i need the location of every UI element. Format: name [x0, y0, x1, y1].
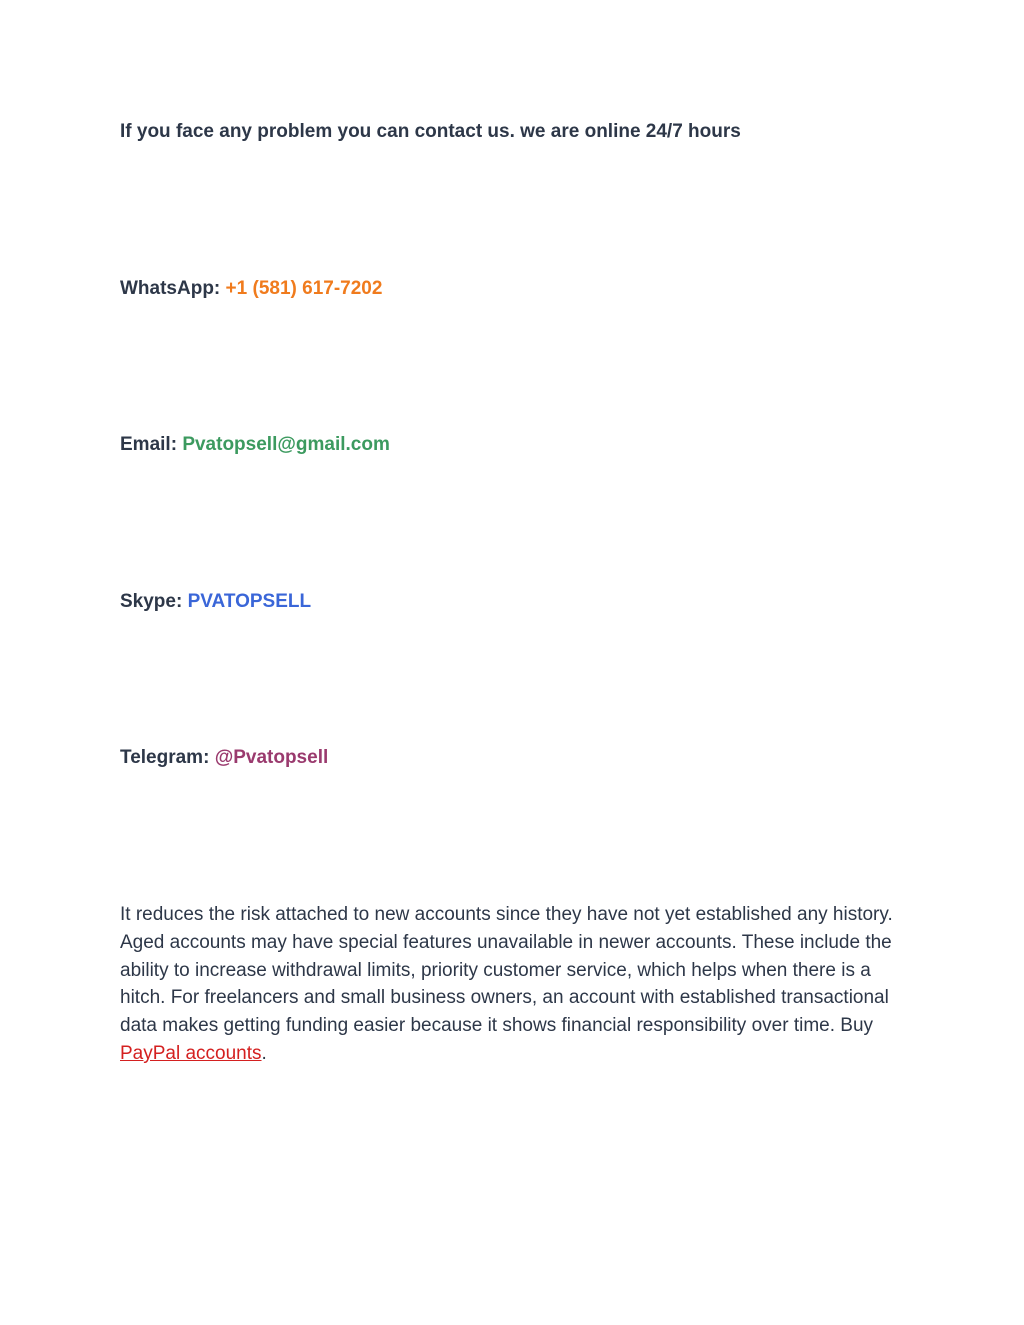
telegram-handle[interactable]: @Pvatopsell	[214, 747, 329, 768]
email-line	[120, 432, 390, 458]
body-paragraph	[120, 901, 910, 1068]
skype-line	[120, 589, 311, 615]
whatsapp-label: WhatsApp:	[120, 278, 221, 299]
whatsapp-number[interactable]: +1 (581) 617-7202	[225, 278, 383, 299]
email-label: Email:	[120, 434, 178, 455]
skype-label: Skype:	[120, 591, 183, 612]
contact-intro: If you face any problem you can contact us. we are online 24/7 hours	[120, 121, 741, 142]
skype-handle[interactable]: PVATOPSELL	[187, 591, 312, 612]
telegram-line	[120, 745, 328, 771]
whatsapp-line	[120, 276, 382, 302]
telegram-label: Telegram:	[120, 747, 210, 768]
email-address[interactable]: Pvatopsell@gmail.com	[182, 434, 390, 455]
paragraph-trailing: .	[261, 1042, 267, 1064]
paypal-accounts-link[interactable]: PayPal accounts	[120, 1042, 262, 1064]
paragraph-text: It reduces the risk attached to new accounts since they have not yet established any history. Aged accounts may have special features unavailable in newer accounts. These include the ability to increase withdrawal limits, priority customer service, which helps when there is a hitch. For freelancers and small business owners, an account with established transactional data makes getting funding easier because it shows financial responsibility over time. Buy	[120, 904, 893, 1037]
